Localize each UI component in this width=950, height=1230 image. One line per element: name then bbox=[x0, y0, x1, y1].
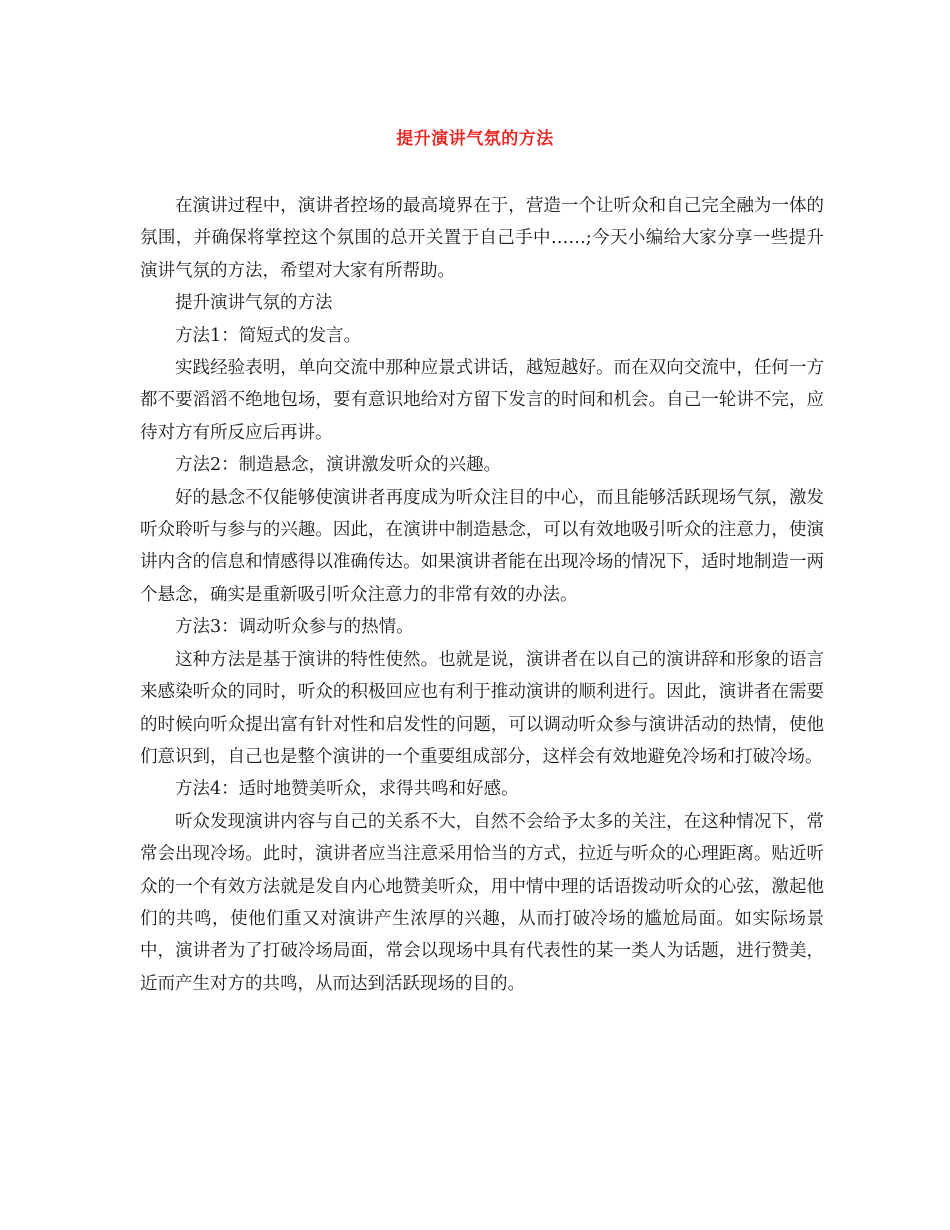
section-heading: 提升演讲气氛的方法 bbox=[175, 293, 333, 314]
method-3-body: 这种方法是基于演讲的特性使然。也就是说，演讲者在以自己的演讲辞和形象的语言来感染听众的同时，听众的积极回应也有利于推动演讲的顺利进行。因此，演讲者在需要的时候向听众提出富有针对性和启发性的问题，可以调动听众参与演讲活动的热情，使他们意识到，自己也是整个演讲的一个重要组成部分，这样会有效地避免冷场和打破冷场。 bbox=[140, 649, 824, 767]
document-body bbox=[140, 190, 824, 1000]
method-4-heading: 方法4：适时地赞美听众，求得共鸣和好感。 bbox=[175, 779, 519, 800]
method-1-heading: 方法1：简短式的发言。 bbox=[175, 325, 362, 346]
method-2-body: 好的悬念不仅能够使演讲者再度成为听众注目的中心，而且能够活跃现场气氛，激发听众聆听与参与的兴趣。因此，在演讲中制造悬念，可以有效地吸引听众的注意力，使演讲内含的信息和情感得以准确传达。如果演讲者能在出现冷场的情况下，适时地制造一两个悬念，确实是重新吸引听众注意力的非常有效的办法。 bbox=[140, 487, 824, 605]
method-3-heading: 方法3：调动听众参与的热情。 bbox=[175, 617, 414, 638]
method-1-body: 实践经验表明，单向交流中那种应景式讲话，越短越好。而在双向交流中，任何一方都不要滔滔不绝地包场，要有意识地给对方留下发言的时间和机会。自己一轮讲不完，应待对方有所反应后再讲。 bbox=[140, 358, 824, 443]
document-title: 提升演讲气氛的方法 bbox=[396, 129, 554, 149]
method-2-heading: 方法2：制造悬念，演讲激发听众的兴趣。 bbox=[175, 455, 502, 476]
method-4-body: 听众发现演讲内容与自己的关系不大，自然不会给予太多的关注，在这种情况下，常常会出现冷场。此时，演讲者应当注意采用恰当的方式，拉近与听众的心理距离。贴近听众的一个有效方法就是发自内心地赞美听众，用中情中理的话语拨动听众的心弦，激起他们的共鸣，使他们重又对演讲产生浓厚的兴趣，从而打破冷场的尴尬局面。如实际场景中，演讲者为了打破冷场局面，常会以现场中具有代表性的某一类人为话题，进行赞美，近而产生对方的共鸣，从而达到活跃现场的目的。 bbox=[140, 811, 824, 994]
intro-paragraph: 在演讲过程中，演讲者控场的最高境界在于，营造一个让听众和自己完全融为一体的氛围，并确保将掌控这个氛围的总开关置于自己手中……;今天小编给大家分享一些提升演讲气氛的方法，希望对大家有所帮助。 bbox=[140, 196, 824, 281]
